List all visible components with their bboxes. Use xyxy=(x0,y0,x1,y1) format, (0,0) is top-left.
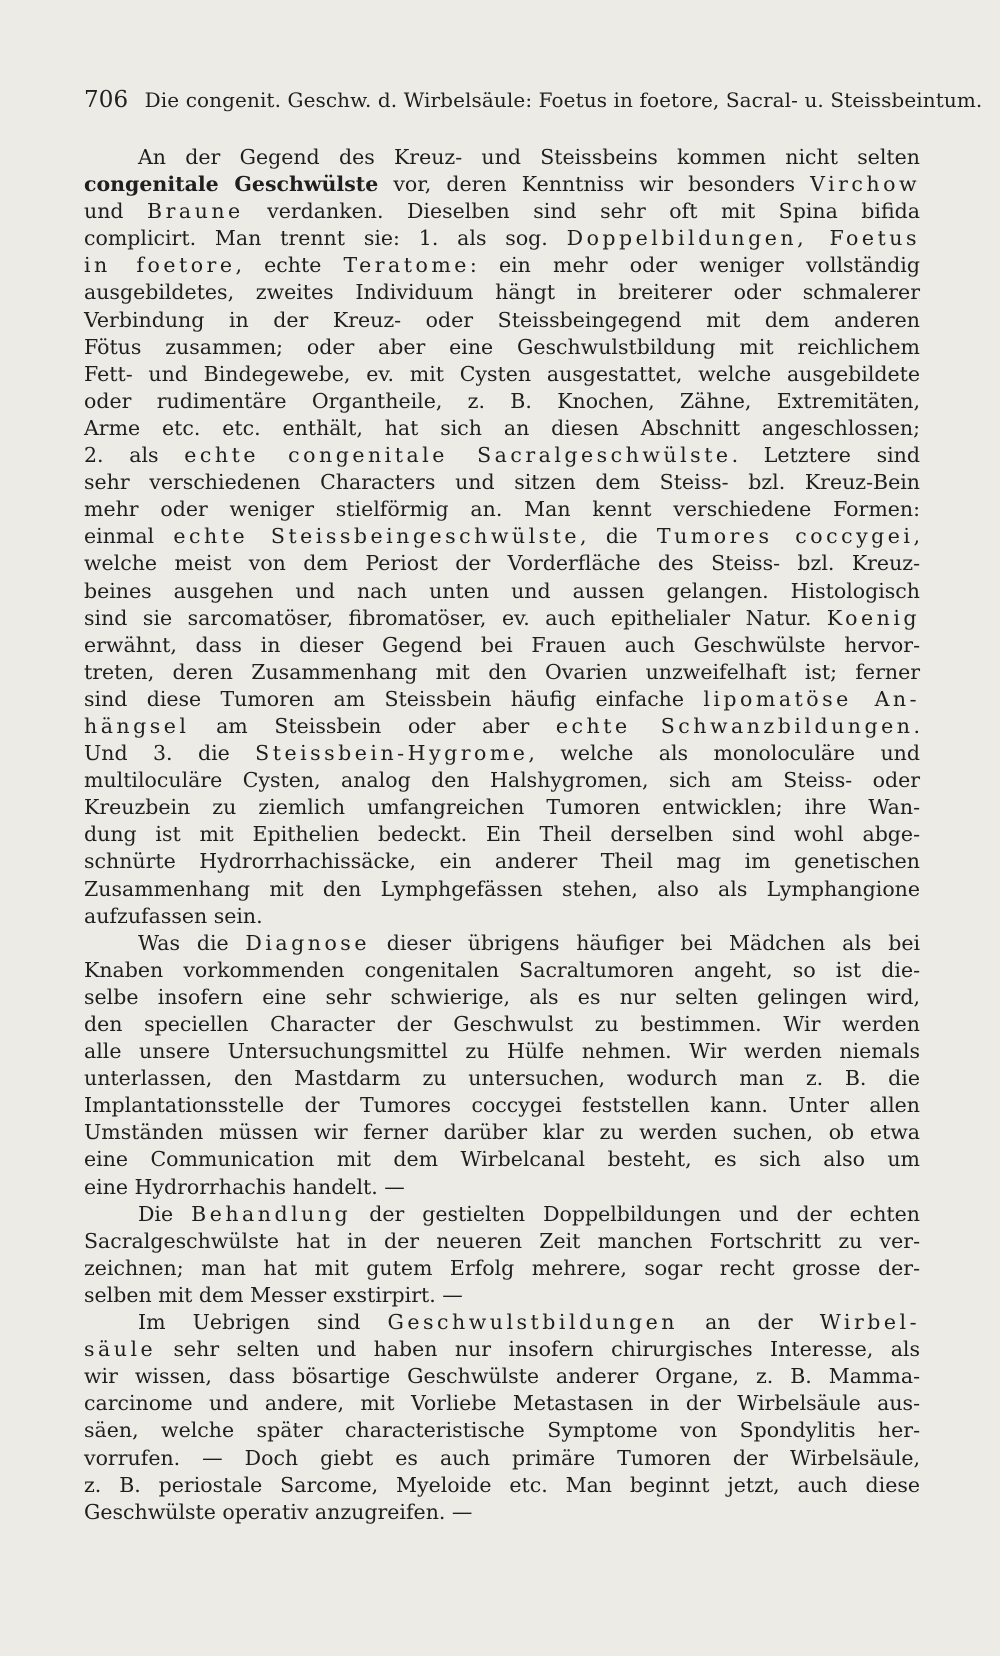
text-segment: unterlassen, den Mastdarm zu untersuchen, wodurch man z. B. die xyxy=(84,1066,920,1091)
text-segment: säen, welche später characteristische Symptome von Spondylitis her- xyxy=(84,1418,920,1443)
text-line xyxy=(84,876,920,903)
text-line xyxy=(84,171,920,198)
text-segment: treten, deren Zusammenhang mit den Ovarien unzweifelhaft ist; ferner xyxy=(84,659,920,684)
text-segment: , die xyxy=(580,524,657,549)
bold-term: congenitale Geschwülste xyxy=(84,172,379,197)
text-segment: Die xyxy=(138,1201,192,1226)
spaced-emphasis: echte Schwanzbildungen xyxy=(555,713,914,738)
text-segment: sehr selten und haben nur insofern chirurgisches Interesse, als xyxy=(156,1337,920,1362)
text-segment: mehr oder weniger stielförmig an. Man kennt verschiedene Formen: xyxy=(84,497,920,522)
text-segment: an der xyxy=(678,1310,820,1335)
text-segment: dung ist mit Epithelien bedeckt. Ein Theil derselben sind wohl abge- xyxy=(84,822,920,847)
text-segment: Und 3. die xyxy=(84,741,256,766)
text-line xyxy=(84,1011,920,1038)
text-segment: verdanken. Dieselben sind sehr oft mit Spina bifida xyxy=(243,199,921,224)
spaced-emphasis: Braune xyxy=(147,199,244,224)
text-line xyxy=(84,659,920,686)
text-segment: selbe insofern eine sehr schwierige, als es nur selten gelingen wird, xyxy=(84,984,920,1009)
spaced-emphasis: Behandlung xyxy=(191,1201,352,1226)
text-segment: multiloculäre Cysten, analog den Halshygromen, sich am Steiss- oder xyxy=(84,768,920,793)
text-line xyxy=(84,686,920,713)
text-line xyxy=(84,1309,920,1336)
spaced-emphasis: Geschwulstbildungen xyxy=(387,1310,678,1335)
text-segment: , xyxy=(913,524,920,549)
text-line xyxy=(84,1146,920,1173)
text-segment: aufzufassen sein. xyxy=(84,903,263,928)
body-text xyxy=(84,144,920,1526)
text-segment: An der Gegend des Kreuz- und Steissbeins kommen nicht selten xyxy=(138,145,920,169)
spaced-emphasis: Virchow xyxy=(810,172,920,197)
spaced-emphasis: säule xyxy=(84,1337,157,1362)
text-line xyxy=(84,523,920,550)
spaced-emphasis: Tumores coccygei xyxy=(656,524,914,549)
text-line xyxy=(84,415,920,442)
text-line xyxy=(84,930,920,957)
text-segment: beines ausgehen und nach unten und aussen gelangen. Histologisch xyxy=(84,578,920,603)
text-line xyxy=(84,578,920,605)
text-segment: Was die xyxy=(138,930,246,955)
text-segment: Verbindung in der Kreuz- oder Steissbeingegend mit dem anderen xyxy=(84,307,920,332)
text-segment: am Steissbein oder aber xyxy=(189,713,556,738)
text-segment: einmal xyxy=(84,524,174,549)
text-line xyxy=(84,1119,920,1146)
text-segment: . Letztere sind xyxy=(731,443,920,468)
text-segment: welche meist von dem Periost der Vorderfläche des Steiss- bzl. Kreuz- xyxy=(84,551,920,576)
text-segment: z. B. periostale Sarcome, Myeloide etc. Man beginnt jetzt, auch diese xyxy=(84,1472,920,1497)
text-segment: vor, deren Kenntniss wir besonders xyxy=(378,172,811,197)
text-line xyxy=(84,1499,920,1526)
text-segment: dieser übrigens häufiger bei Mädchen als bei xyxy=(369,930,921,955)
text-segment: eine Hydrorrhachis handelt. — xyxy=(84,1174,405,1199)
text-segment: Fett- und Bindegewebe, ev. mit Cysten ausgestattet, welche ausgebildete xyxy=(84,361,920,386)
text-line xyxy=(84,1472,920,1499)
text-line xyxy=(84,848,920,875)
text-segment: vorrufen. — Doch giebt es auch primäre Tumoren der Wirbelsäule, xyxy=(84,1445,920,1470)
spaced-emphasis: hängsel xyxy=(84,713,190,738)
text-line xyxy=(84,252,920,279)
text-segment: Implantationsstelle der Tumores coccygei feststellen kann. Unter allen xyxy=(84,1093,920,1118)
text-line xyxy=(84,632,920,659)
text-line xyxy=(84,225,920,252)
text-line xyxy=(84,740,920,767)
spaced-emphasis: echte congenitale Sacralgeschwülste xyxy=(184,443,732,468)
text-segment: Im Uebrigen sind xyxy=(138,1310,388,1335)
text-line xyxy=(84,1417,920,1444)
text-line xyxy=(84,334,920,361)
running-title: Die congenit. Geschw. d. Wirbelsäule: Foetus in foetore, Sacral- u. Steissbeintum. xyxy=(144,88,983,112)
spaced-emphasis: Doppelbildungen, Foetus xyxy=(566,226,920,251)
text-segment: den speciellen Character der Geschwulst zu bestimmen. Wir werden xyxy=(84,1012,920,1036)
text-line xyxy=(84,1255,920,1282)
text-segment: sind sie sarcomatöser, fibromatöser, ev. auch epithelialer Natur. xyxy=(84,605,827,630)
text-segment: : ein mehr oder weniger vollständig xyxy=(469,253,920,278)
text-line xyxy=(84,903,920,930)
text-line xyxy=(84,984,920,1011)
running-head xyxy=(84,86,983,114)
text-line xyxy=(84,1228,920,1255)
text-line xyxy=(84,1390,920,1417)
spaced-emphasis: echte Steissbeingeschwülste xyxy=(173,524,581,549)
text-line xyxy=(84,1363,920,1390)
text-segment: und xyxy=(84,199,148,224)
spaced-emphasis: Steissbein-Hygrome xyxy=(255,741,529,766)
text-line xyxy=(84,388,920,415)
text-segment: . xyxy=(913,713,920,738)
text-line xyxy=(84,957,920,984)
page-number: 706 xyxy=(84,87,129,113)
text-line xyxy=(84,442,920,469)
text-segment: , echte xyxy=(235,253,344,278)
text-line xyxy=(84,279,920,306)
text-segment: Knaben vorkommenden congenitalen Sacraltumoren angeht, so ist die- xyxy=(84,957,920,982)
text-segment: schnürte Hydrorrhachissäcke, ein anderer Theil mag im genetischen xyxy=(84,849,920,874)
text-segment: selben mit dem Messer exstirpirt. — xyxy=(84,1282,463,1307)
text-line xyxy=(84,144,920,171)
text-line xyxy=(84,198,920,225)
text-segment: complicirt. Man trennt sie: 1. als sog. xyxy=(84,226,567,251)
text-segment: Sacralgeschwülste hat in der neueren Zeit manchen Fortschritt zu ver- xyxy=(84,1228,920,1253)
text-line xyxy=(84,1092,920,1119)
text-line xyxy=(84,469,920,496)
text-segment: wir wissen, dass bösartige Geschwülste anderer Organe, z. B. Mamma- xyxy=(84,1364,920,1389)
text-line xyxy=(84,1038,920,1065)
text-segment: Fötus zusammen; oder aber eine Geschwulstbildung mit reichlichem xyxy=(84,334,920,359)
text-segment: Kreuzbein zu ziemlich umfangreichen Tumoren entwicklen; ihre Wan- xyxy=(84,795,920,820)
text-line xyxy=(84,713,920,740)
spaced-emphasis: Diagnose xyxy=(245,930,370,955)
spaced-emphasis: lipomatöse An- xyxy=(703,686,921,711)
text-line xyxy=(84,794,920,821)
text-segment: Zusammenhang mit den Lymphgefässen stehen, also als Lymphangione xyxy=(84,876,920,901)
text-line xyxy=(84,307,920,334)
text-line xyxy=(84,1336,920,1363)
text-line xyxy=(84,496,920,523)
text-segment: alle unsere Untersuchungsmittel zu Hülfe nehmen. Wir werden niemals xyxy=(84,1039,920,1064)
text-segment: , welche als monoloculäre und xyxy=(528,741,920,766)
text-segment: zeichnen; man hat mit gutem Erfolg mehrere, sogar recht grosse der- xyxy=(84,1255,920,1280)
text-segment: 2. als xyxy=(84,443,185,468)
text-line xyxy=(84,1282,920,1309)
spaced-emphasis: Koenig xyxy=(826,605,920,630)
text-segment: oder rudimentäre Organtheile, z. B. Knochen, Zähne, Extremitäten, xyxy=(84,388,920,413)
text-line xyxy=(84,1201,920,1228)
text-line xyxy=(84,361,920,388)
text-segment: sehr verschiedenen Characters und sitzen dem Steiss- bzl. Kreuz-Bein xyxy=(84,470,920,495)
text-segment: Umständen müssen wir ferner darüber klar zu werden suchen, ob etwa xyxy=(84,1120,920,1145)
text-segment: eine Communication mit dem Wirbelcanal besteht, es sich also um xyxy=(84,1147,920,1172)
text-segment: Arme etc. etc. enthält, hat sich an diesen Abschnitt angeschlossen; xyxy=(84,415,920,440)
text-segment: ausgebildetes, zweites Individuum hängt in breiterer oder schmalerer xyxy=(84,280,920,305)
text-line xyxy=(84,550,920,577)
text-line xyxy=(84,821,920,848)
text-segment: der gestielten Doppelbildungen und der echten xyxy=(351,1201,921,1226)
spaced-emphasis: in foetore xyxy=(84,253,236,278)
text-segment: carcinome und andere, mit Vorliebe Metastasen in der Wirbelsäule aus- xyxy=(84,1391,920,1416)
text-line xyxy=(84,1174,920,1201)
spaced-emphasis: Wirbel- xyxy=(819,1310,920,1335)
text-line xyxy=(84,1065,920,1092)
text-segment: erwähnt, dass in dieser Gegend bei Frauen auch Geschwülste hervor- xyxy=(84,632,920,657)
text-line xyxy=(84,767,920,794)
spaced-emphasis: Teratome xyxy=(343,253,470,278)
text-line xyxy=(84,605,920,632)
text-segment: Geschwülste operativ anzugreifen. — xyxy=(84,1499,473,1524)
text-line xyxy=(84,1445,920,1472)
text-segment: sind diese Tumoren am Steissbein häufig einfache xyxy=(84,686,704,711)
